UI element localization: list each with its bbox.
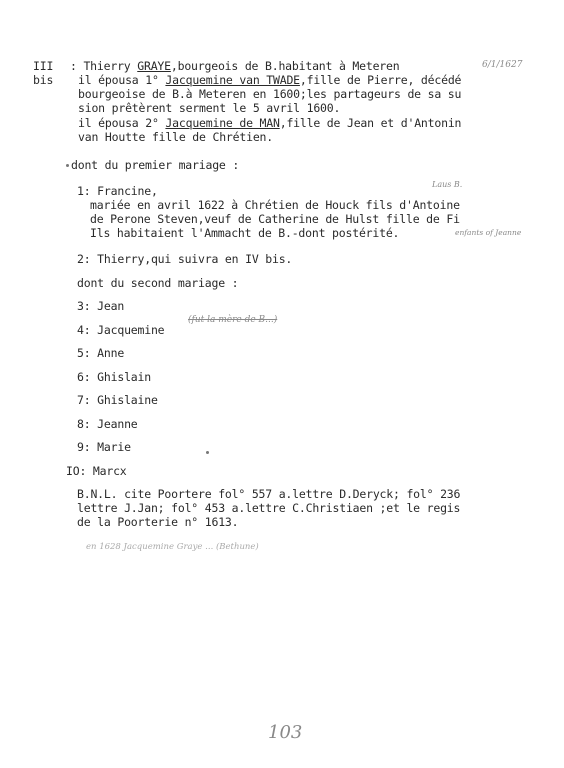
entry-line-1-pre: : Thierry: [70, 59, 138, 73]
entry-line-1-post: ,bourgeois de B.habitant à Meteren: [170, 59, 400, 73]
child-10: IO: Marcx: [66, 464, 127, 478]
handwritten-posterite-note: enfants of Jeanne: [455, 228, 522, 237]
first-marriage-heading: dont du premier mariage :: [71, 158, 240, 172]
child-1-detail-3: Ils habitaient l'Ammacht de B.-dont postérité.: [90, 226, 400, 240]
entry-line-5-post: ,fille de Jean et d'Antonin: [279, 116, 462, 130]
handwritten-date-note: 6/1/1627: [482, 60, 523, 70]
sources-line-1: B.N.L. cite Poortere fol° 557 a.lettre D.Deryck; fol° 236: [77, 487, 461, 501]
entry-line-2-post: ,fille de Pierre, décédé: [299, 73, 462, 87]
child-1-label: 1: Francine,: [77, 184, 158, 198]
child-4: 4: Jacquemine: [77, 323, 165, 337]
child-9: 9: Marie: [77, 440, 131, 454]
first-spouse: Jacquemine van TWADE: [165, 73, 300, 87]
handwritten-bottom-note: en 1628 Jacquemine Graye ... (Bethune): [86, 542, 259, 552]
entry-line-3: bourgeoise de B.à Meteren en 1600;les partageurs de sa su: [78, 87, 462, 101]
entry-line-5: [78, 116, 461, 130]
margin-dot: [66, 164, 69, 167]
second-marriage-heading: dont du second mariage :: [77, 276, 239, 290]
handwritten-francine-note: Laus B.: [432, 180, 463, 189]
second-spouse: Jacquemine de MAN: [165, 116, 280, 130]
entry-line-2: [78, 73, 461, 87]
child-2: 2: Thierry,qui suivra en IV bis.: [77, 252, 293, 266]
child-3: 3: Jean: [77, 299, 125, 313]
entry-line-2-pre: il épousa 1°: [78, 73, 166, 87]
child-1-detail-2: de Perone Steven,veuf de Catherine de Hulst fille de Fi: [90, 212, 460, 226]
child-8: 8: Jeanne: [77, 417, 138, 431]
entry-number: III: [33, 59, 54, 73]
entry-surname: GRAYE: [137, 59, 171, 73]
page-number: 103: [268, 722, 303, 743]
child-6: 6: Ghislain: [77, 370, 151, 384]
entry-suffix: bis: [33, 73, 54, 87]
child-5: 5: Anne: [77, 346, 125, 360]
handwritten-jacquemine-note: (fut la mère de B...): [188, 315, 278, 325]
entry-line-1: [70, 59, 399, 73]
child-1-detail-1: mariée en avril 1622 à Chrétien de Houck fils d'Antoine: [90, 198, 460, 212]
entry-line-4: sion prêtèrent serment le 5 avril 1600.: [78, 101, 341, 115]
child-7: 7: Ghislaine: [77, 393, 158, 407]
sources-line-2: lettre J.Jan; fol° 453 a.lettre C.Christiaen ;et le regis: [77, 501, 461, 515]
entry-line-6: van Houtte fille de Chrétien.: [78, 130, 273, 144]
entry-line-5-pre: il épousa 2°: [78, 116, 166, 130]
stray-dot: [206, 451, 209, 454]
sources-line-3: de la Poorterie n° 1613.: [77, 515, 239, 529]
